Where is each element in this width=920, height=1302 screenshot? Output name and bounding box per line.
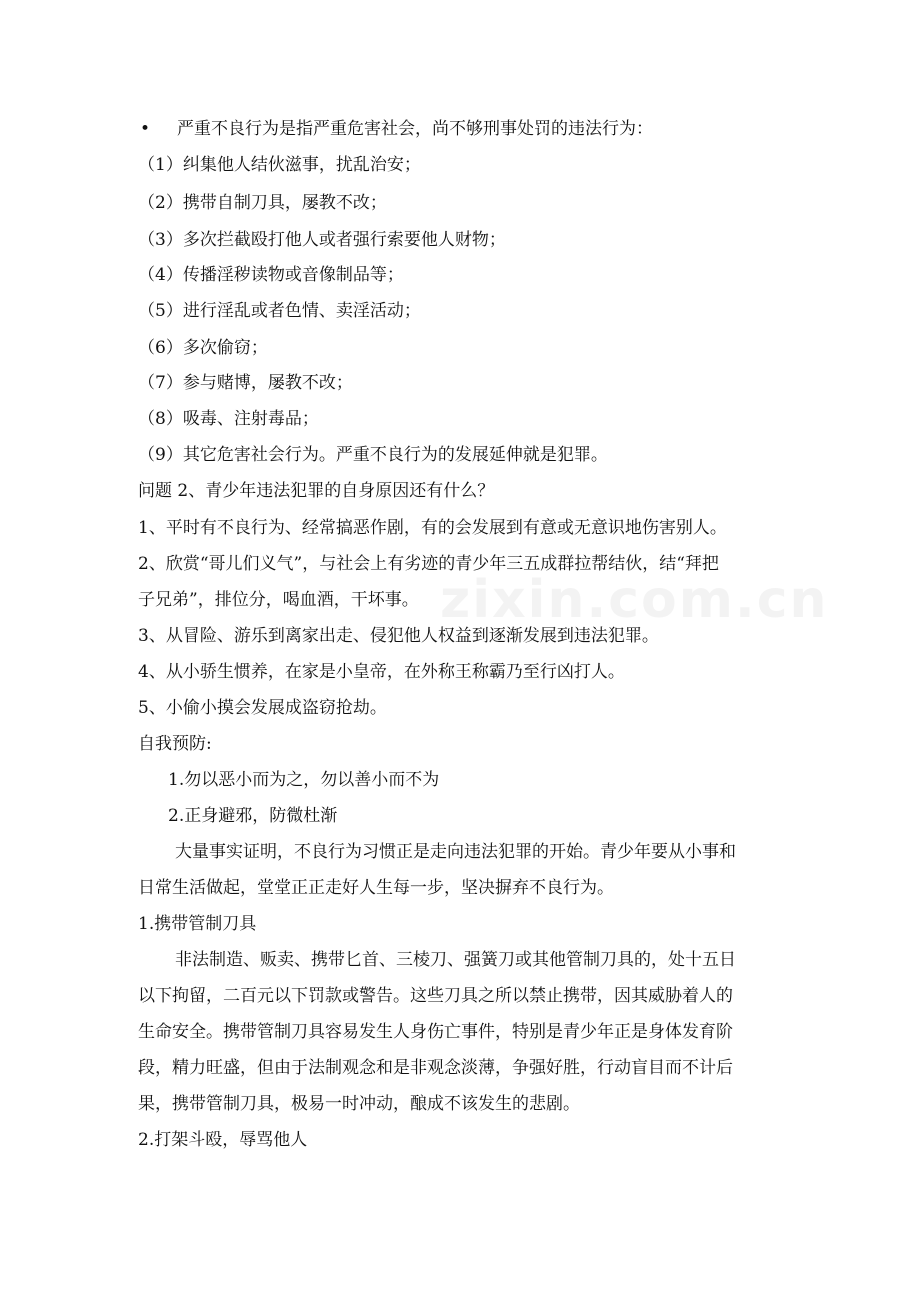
paragraph-line: 段，精力旺盛，但由于法制观念和是非观念淡薄，争强好胜，行动盲目而不计后 — [138, 1058, 733, 1078]
bullet-icon: • — [140, 119, 151, 139]
list-item: （6）多次偷窃； — [138, 338, 268, 358]
list-item: （9）其它危害社会行为。严重不良行为的发展延伸就是犯罪。 — [138, 445, 608, 465]
question-heading: 问题 2、青少年违法犯罪的自身原因还有什么？ — [138, 481, 495, 501]
reason-item-continued: 子兄弟”，排位分，喝血酒，干坏事。 — [138, 590, 419, 610]
list-item: （1）纠集他人结伙滋事，扰乱治安； — [138, 155, 421, 175]
list-item: （7）参与赌博，屡教不改； — [138, 373, 353, 393]
paragraph-line: 生命安全。携带管制刀具容易发生人身伤亡事件，特别是青少年正是身体发育阶 — [138, 1022, 733, 1042]
watermark: zixin.com.cn — [440, 570, 829, 630]
paragraph-line: 以下拘留，二百元以下罚款或警告。这些刀具之所以禁止携带，因其威胁着人的 — [138, 986, 733, 1006]
reason-item: 1、平时有不良行为、经常搞恶作剧，有的会发展到有意或无意识地伤害别人。 — [138, 518, 727, 538]
paragraph-line: 大量事实证明，不良行为习惯正是走向违法犯罪的开始。青少年要从小事和 — [175, 842, 736, 862]
paragraph-line: 果，携带管制刀具，极易一时冲动，酿成不该发生的悲剧。 — [138, 1094, 580, 1114]
paragraph-line: 非法制造、贩卖、携带匕首、三棱刀、强簧刀或其他管制刀具的，处十五日 — [175, 950, 736, 970]
intro-text: 严重不良行为是指严重危害社会，尚不够刑事处罚的违法行为： — [177, 119, 653, 139]
list-item: （2）携带自制刀具，屡教不改； — [138, 193, 387, 213]
list-item: （8）吸毒、注射毒品； — [138, 409, 319, 429]
list-item: （5）进行淫乱或者色情、卖淫活动； — [138, 301, 421, 321]
reason-item: 3、从冒险、游乐到离家出走、侵犯他人权益到逐渐发展到违法犯罪。 — [138, 626, 659, 646]
prevention-point: 1.勿以恶小而为之，勿以善小而不为 — [168, 770, 440, 790]
section-heading: 自我预防: — [138, 734, 212, 754]
list-item: （4）传播淫秽读物或音像制品等； — [138, 265, 404, 285]
prevention-point: 2.正身避邪，防微杜渐 — [168, 806, 338, 826]
reason-item: 5、小偷小摸会发展成盗窃抢劫。 — [138, 698, 387, 718]
reason-item: 2、欣赏“哥儿们义气”，与社会上有劣迹的青少年三五成群拉帮结伙，结“拜把 — [138, 554, 719, 574]
paragraph-line: 日常生活做起，堂堂正正走好人生每一步，坚决摒弃不良行为。 — [138, 878, 614, 898]
list-item: （3）多次拦截殴打他人或者强行索要他人财物； — [138, 230, 506, 250]
section-heading: 2.打架斗殴，辱骂他人 — [138, 1130, 308, 1150]
reason-item: 4、从小骄生惯养，在家是小皇帝，在外称王称霸乃至行凶打人。 — [138, 662, 625, 682]
section-heading: 1.携带管制刀具 — [138, 914, 257, 934]
